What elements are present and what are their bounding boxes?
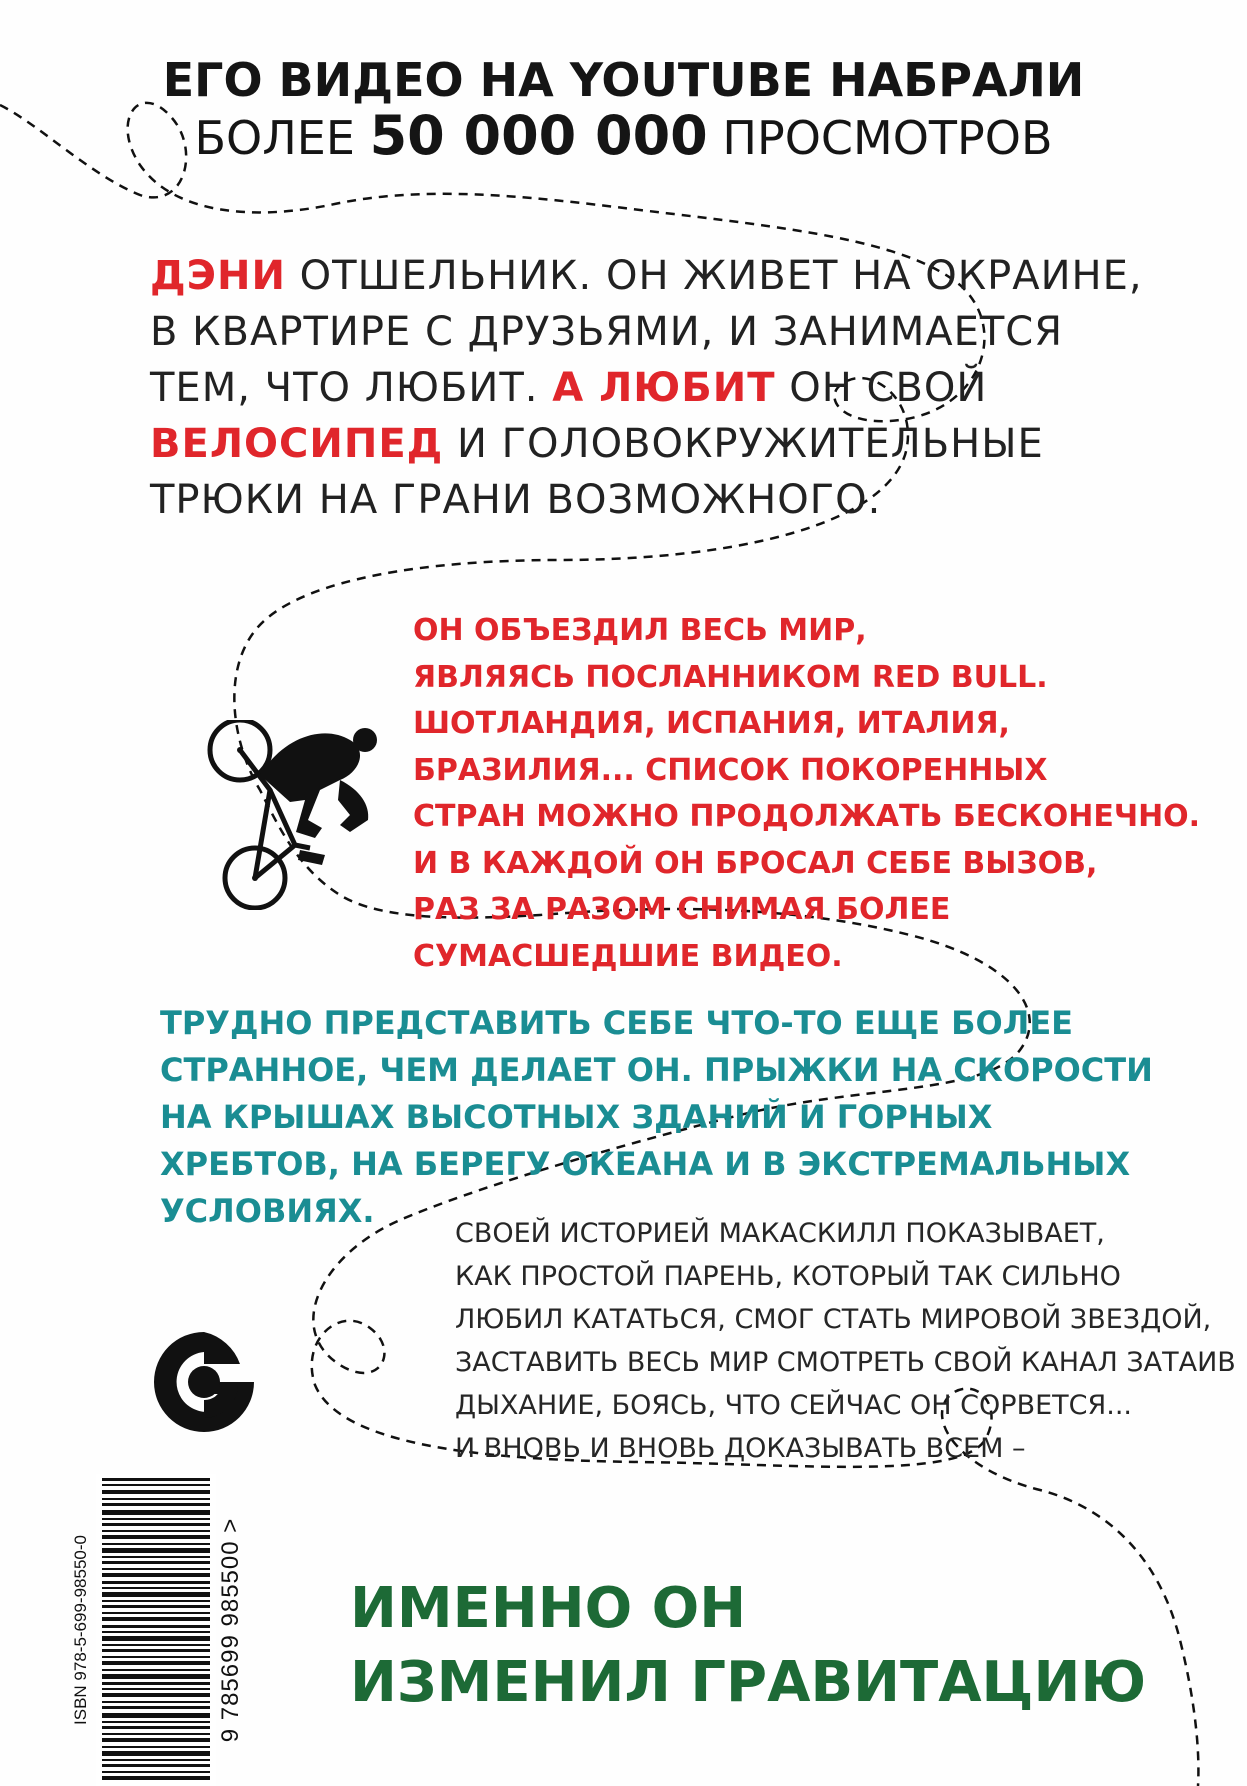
- intro-line-3-before: ТЕМ, ЧТО ЛЮБИТ.: [150, 365, 553, 411]
- isbn-text: ISBN 978-5-699-98550-0: [71, 1535, 90, 1725]
- closing-line-1: ИМЕННО ОН: [350, 1576, 747, 1641]
- isbn-label: [69, 1474, 93, 1786]
- travel-paragraph: [413, 608, 1200, 980]
- intro-line-3: [150, 360, 988, 416]
- barcode-icon: [96, 1474, 216, 1786]
- barcode-digits-text: 9 785699 985500 >: [217, 1517, 244, 1743]
- story-line: ЛЮБИЛ КАТАТЬСЯ, СМОГ СТАТЬ МИРОВОЙ ЗВЕЗДОЙ,: [455, 1304, 1212, 1335]
- travel-line: СУМАСШЕДШИЕ ВИДЕО.: [413, 938, 843, 974]
- travel-line: СТРАН МОЖНО ПРОДОЛЖАТЬ БЕСКОНЕЧНО.: [413, 799, 1201, 834]
- intro-line-4-text: И ГОЛОВОКРУЖИТЕЛЬНЫЕ: [443, 421, 1044, 467]
- stunts-line: ТРУДНО ПРЕДСТАВИТЬ СЕБЕ ЧТО-ТО ЕЩЕ БОЛЕЕ: [160, 1004, 1074, 1042]
- intro-line-1-text: ОТШЕЛЬНИК. ОН ЖИВЕТ НА ОКРАИНЕ,: [285, 253, 1143, 299]
- barcode-digits: [216, 1474, 246, 1786]
- headline-line-2-before: БОЛЕЕ: [194, 111, 370, 165]
- headline-views-count: 50 000 000: [369, 104, 708, 167]
- story-line: ДЫХАНИЕ, БОЯСЬ, ЧТО СЕЙЧАС ОН СОРВЕТСЯ...: [455, 1390, 1133, 1421]
- story-line: И ВНОВЬ И ВНОВЬ ДОКАЗЫВАТЬ ВСЕМ –: [455, 1433, 1026, 1464]
- travel-line: И В КАЖДОЙ ОН БРОСАЛ СЕБЕ ВЫЗОВ,: [413, 845, 1098, 881]
- intro-line-4: [150, 416, 1044, 472]
- stunts-paragraph: [160, 1000, 1153, 1235]
- stunts-line: НА КРЫШАХ ВЫСОТНЫХ ЗДАНИЙ И ГОРНЫХ: [160, 1098, 993, 1136]
- story-line: СВОЕЙ ИСТОРИЕЙ МАКАСКИЛЛ ПОКАЗЫВАЕТ,: [455, 1218, 1105, 1249]
- story-line: КАК ПРОСТОЙ ПАРЕНЬ, КОТОРЫЙ ТАК СИЛЬНО: [455, 1261, 1121, 1292]
- stunts-line: СТРАННОЕ, ЧЕМ ДЕЛАЕТ ОН. ПРЫЖКИ НА СКОРОСТИ: [160, 1051, 1153, 1089]
- closing-statement: [350, 1572, 1146, 1720]
- headline-line-2-after: ПРОСМОТРОВ: [707, 111, 1053, 165]
- travel-line: РАЗ ЗА РАЗОМ СНИМАЯ БОЛЕЕ: [413, 892, 951, 927]
- intro-line-2: В КВАРТИРЕ С ДРУЗЬЯМИ, И ЗАНИМАЕТСЯ: [150, 309, 1064, 355]
- stunts-line: ХРЕБТОВ, НА БЕРЕГУ ОКЕАНА И В ЭКСТРЕМАЛЬНЫХ: [160, 1145, 1131, 1183]
- headline-line-1: ЕГО ВИДЕО НА YOUTUBE НАБРАЛИ: [162, 53, 1085, 107]
- travel-line: БРАЗИЛИЯ... СПИСОК ПОКОРЕННЫХ: [413, 752, 1048, 788]
- intro-bike-highlight: ВЕЛОСИПЕД: [150, 421, 444, 467]
- travel-line: ОН ОБЪЕЗДИЛ ВЕСЬ МИР,: [413, 613, 867, 648]
- intro-name-highlight: ДЭНИ: [150, 253, 286, 299]
- story-paragraph: [455, 1212, 1236, 1470]
- intro-paragraph: [150, 248, 1143, 528]
- eksmo-logo-icon: [144, 1322, 264, 1442]
- stunts-line: УСЛОВИЯХ.: [160, 1192, 375, 1230]
- headline-line-2: [0, 104, 1247, 167]
- cyclist-silhouette-icon: [200, 720, 400, 910]
- intro-line-3-after: ОН СВОЙ: [775, 365, 988, 411]
- intro-loves-highlight: А ЛЮБИТ: [552, 365, 776, 411]
- headline: [0, 52, 1247, 166]
- intro-line-5: ТРЮКИ НА ГРАНИ ВОЗМОЖНОГО.: [150, 477, 882, 523]
- closing-line-2: ИЗМЕНИЛ ГРАВИТАЦИЮ: [350, 1650, 1147, 1715]
- travel-line: ЯВЛЯЯСЬ ПОСЛАННИКОМ RED BULL.: [413, 659, 1048, 695]
- story-line: ЗАСТАВИТЬ ВЕСЬ МИР СМОТРЕТЬ СВОЙ КАНАЛ ЗАТАИВ: [455, 1347, 1236, 1378]
- travel-line: ШОТЛАНДИЯ, ИСПАНИЯ, ИТАЛИЯ,: [413, 706, 1010, 741]
- intro-line-1: [150, 248, 1143, 304]
